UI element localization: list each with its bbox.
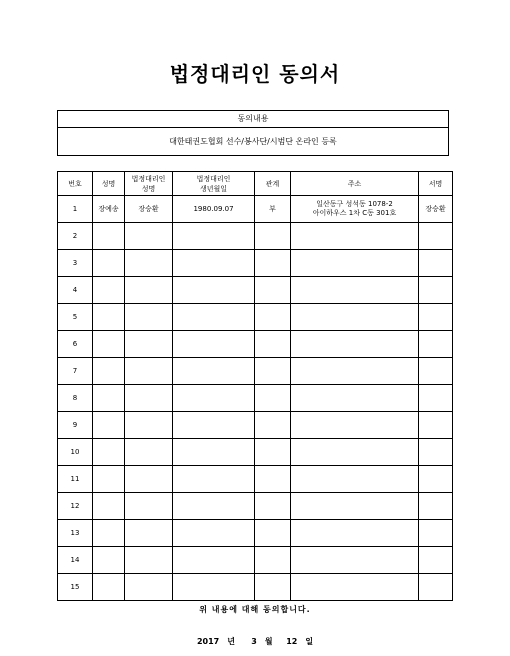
agreement-statement: 위 내용에 대해 동의합니다. <box>199 605 311 614</box>
table-row <box>58 520 453 547</box>
guardian-name-cell[interactable] <box>125 385 173 412</box>
header-signature: 서명 <box>419 172 453 196</box>
row-number-cell: 4 <box>58 277 93 304</box>
table-row <box>58 196 453 223</box>
relation-cell[interactable] <box>255 520 291 547</box>
relation-cell[interactable] <box>255 331 291 358</box>
address-cell[interactable] <box>291 574 419 601</box>
address-cell[interactable] <box>291 439 419 466</box>
guardian-name-cell[interactable] <box>125 304 173 331</box>
relation-cell[interactable] <box>255 358 291 385</box>
table-row <box>58 331 453 358</box>
signature-cell[interactable] <box>419 223 453 250</box>
signature-cell[interactable] <box>419 331 453 358</box>
signature-cell[interactable] <box>419 412 453 439</box>
address-cell[interactable] <box>291 223 419 250</box>
guardian-birthdate-cell[interactable] <box>173 493 255 520</box>
name-cell[interactable] <box>93 493 125 520</box>
consent-content-body: 대한태권도협회 선수/봉사단/시범단 온라인 등록 <box>169 137 337 146</box>
relation-cell[interactable] <box>255 223 291 250</box>
header-name: 성명 <box>93 172 125 196</box>
consent-content-header: 동의내용 <box>58 111 448 128</box>
guardian-name-cell[interactable] <box>125 331 173 358</box>
header-relation: 관계 <box>255 172 291 196</box>
guardian-birthdate-cell[interactable] <box>173 466 255 493</box>
guardian-birthdate-cell[interactable] <box>173 439 255 466</box>
guardian-birthdate-cell[interactable] <box>173 304 255 331</box>
guardian-birthdate-cell[interactable] <box>173 520 255 547</box>
guardian-name-cell[interactable] <box>125 358 173 385</box>
signature-cell[interactable] <box>419 493 453 520</box>
signature-cell[interactable] <box>419 520 453 547</box>
name-cell[interactable] <box>93 331 125 358</box>
row-number-cell: 15 <box>58 574 93 601</box>
consent-content-box <box>57 110 449 156</box>
guardian-name-cell[interactable] <box>125 223 173 250</box>
table-row <box>58 304 453 331</box>
relation-cell[interactable] <box>255 493 291 520</box>
name-cell[interactable] <box>93 304 125 331</box>
signature-cell[interactable] <box>419 439 453 466</box>
name-cell[interactable] <box>93 439 125 466</box>
header-guardian-name: 법정대리인 성명 <box>125 172 173 196</box>
name-cell[interactable] <box>93 520 125 547</box>
row-number-cell: 2 <box>58 223 93 250</box>
table-row <box>58 358 453 385</box>
signature-date <box>0 636 510 647</box>
name-cell[interactable] <box>93 223 125 250</box>
row-number-cell: 13 <box>58 520 93 547</box>
row-number-cell: 9 <box>58 412 93 439</box>
table-row <box>58 493 453 520</box>
table-row <box>58 574 453 601</box>
guardian-name-cell[interactable] <box>125 520 173 547</box>
row-number-cell: 11 <box>58 466 93 493</box>
relation-cell[interactable] <box>255 277 291 304</box>
guardian-birthdate-cell[interactable]: 1980.09.07 <box>173 196 255 223</box>
relation-cell[interactable]: 부 <box>255 196 291 223</box>
table-row <box>58 547 453 574</box>
address-cell[interactable] <box>291 520 419 547</box>
name-cell[interactable] <box>93 412 125 439</box>
address-cell[interactable] <box>291 466 419 493</box>
relation-cell[interactable] <box>255 439 291 466</box>
name-cell[interactable] <box>93 250 125 277</box>
signature-cell[interactable] <box>419 547 453 574</box>
relation-cell[interactable] <box>255 412 291 439</box>
date-month-unit: 월 <box>264 637 273 646</box>
guardian-birthdate-cell[interactable] <box>173 277 255 304</box>
header-number: 번호 <box>58 172 93 196</box>
name-cell[interactable] <box>93 385 125 412</box>
relation-cell[interactable] <box>255 250 291 277</box>
relation-cell[interactable] <box>255 466 291 493</box>
guardian-birthdate-cell[interactable] <box>173 574 255 601</box>
address-cell[interactable] <box>291 547 419 574</box>
signature-cell[interactable] <box>419 304 453 331</box>
guardian-name-cell[interactable] <box>125 547 173 574</box>
guardian-name-cell[interactable] <box>125 439 173 466</box>
address-cell[interactable] <box>291 385 419 412</box>
row-number-cell: 12 <box>58 493 93 520</box>
guardian-name-cell[interactable] <box>125 250 173 277</box>
document-title: 법정대리인 동의서 <box>169 62 341 86</box>
guardian-name-cell[interactable] <box>125 574 173 601</box>
signature-cell[interactable] <box>419 466 453 493</box>
name-cell[interactable] <box>93 547 125 574</box>
address-cell[interactable]: 일산동구 성석동 1078-2 아이하우스 1차 C동 301호 <box>291 196 419 223</box>
guardian-consent-table <box>57 171 453 601</box>
guardian-birthdate-cell[interactable] <box>173 223 255 250</box>
row-number-cell: 3 <box>58 250 93 277</box>
row-number-cell: 7 <box>58 358 93 385</box>
name-cell[interactable] <box>93 466 125 493</box>
date-day-unit: 일 <box>305 637 314 646</box>
date-year-unit: 년 <box>227 637 235 646</box>
signature-cell[interactable] <box>419 385 453 412</box>
table-row <box>58 385 453 412</box>
table-header-row <box>58 172 453 196</box>
guardian-birthdate-cell[interactable] <box>173 412 255 439</box>
name-cell[interactable] <box>93 574 125 601</box>
guardian-birthdate-cell[interactable] <box>173 547 255 574</box>
header-guardian-birthdate: 법정대리인 생년월일 <box>173 172 255 196</box>
date-month: 3 <box>251 637 257 646</box>
table-row <box>58 466 453 493</box>
guardian-name-cell[interactable] <box>125 493 173 520</box>
table-row <box>58 412 453 439</box>
guardian-name-cell[interactable] <box>125 277 173 304</box>
signature-cell[interactable] <box>419 574 453 601</box>
relation-cell[interactable] <box>255 304 291 331</box>
row-number-cell: 8 <box>58 385 93 412</box>
signature-cell[interactable] <box>419 250 453 277</box>
guardian-name-cell[interactable] <box>125 466 173 493</box>
address-cell[interactable] <box>291 250 419 277</box>
row-number-cell: 6 <box>58 331 93 358</box>
row-number-cell: 1 <box>58 196 93 223</box>
name-cell[interactable]: 장예송 <box>93 196 125 223</box>
signature-cell[interactable] <box>419 358 453 385</box>
signature-cell[interactable]: 장승환 <box>419 196 453 223</box>
table-row <box>58 223 453 250</box>
row-number-cell: 14 <box>58 547 93 574</box>
signature-cell[interactable] <box>419 277 453 304</box>
address-cell[interactable] <box>291 277 419 304</box>
row-number-cell: 10 <box>58 439 93 466</box>
header-address: 주소 <box>291 172 419 196</box>
relation-cell[interactable] <box>255 547 291 574</box>
date-day: 12 <box>286 637 298 646</box>
name-cell[interactable] <box>93 358 125 385</box>
relation-cell[interactable] <box>255 385 291 412</box>
guardian-birthdate-cell[interactable] <box>173 358 255 385</box>
address-cell[interactable] <box>291 331 419 358</box>
table-row <box>58 277 453 304</box>
guardian-birthdate-cell[interactable] <box>173 385 255 412</box>
table-row <box>58 439 453 466</box>
name-cell[interactable] <box>93 277 125 304</box>
guardian-birthdate-cell[interactable] <box>173 331 255 358</box>
guardian-name-cell[interactable]: 장승환 <box>125 196 173 223</box>
table-row <box>58 250 453 277</box>
address-cell[interactable] <box>291 358 419 385</box>
relation-cell[interactable] <box>255 574 291 601</box>
guardian-name-cell[interactable] <box>125 412 173 439</box>
guardian-birthdate-cell[interactable] <box>173 250 255 277</box>
table-body <box>58 196 453 601</box>
address-cell[interactable] <box>291 304 419 331</box>
address-cell[interactable] <box>291 412 419 439</box>
address-cell[interactable] <box>291 493 419 520</box>
date-year: 2017 <box>196 637 220 646</box>
row-number-cell: 5 <box>58 304 93 331</box>
